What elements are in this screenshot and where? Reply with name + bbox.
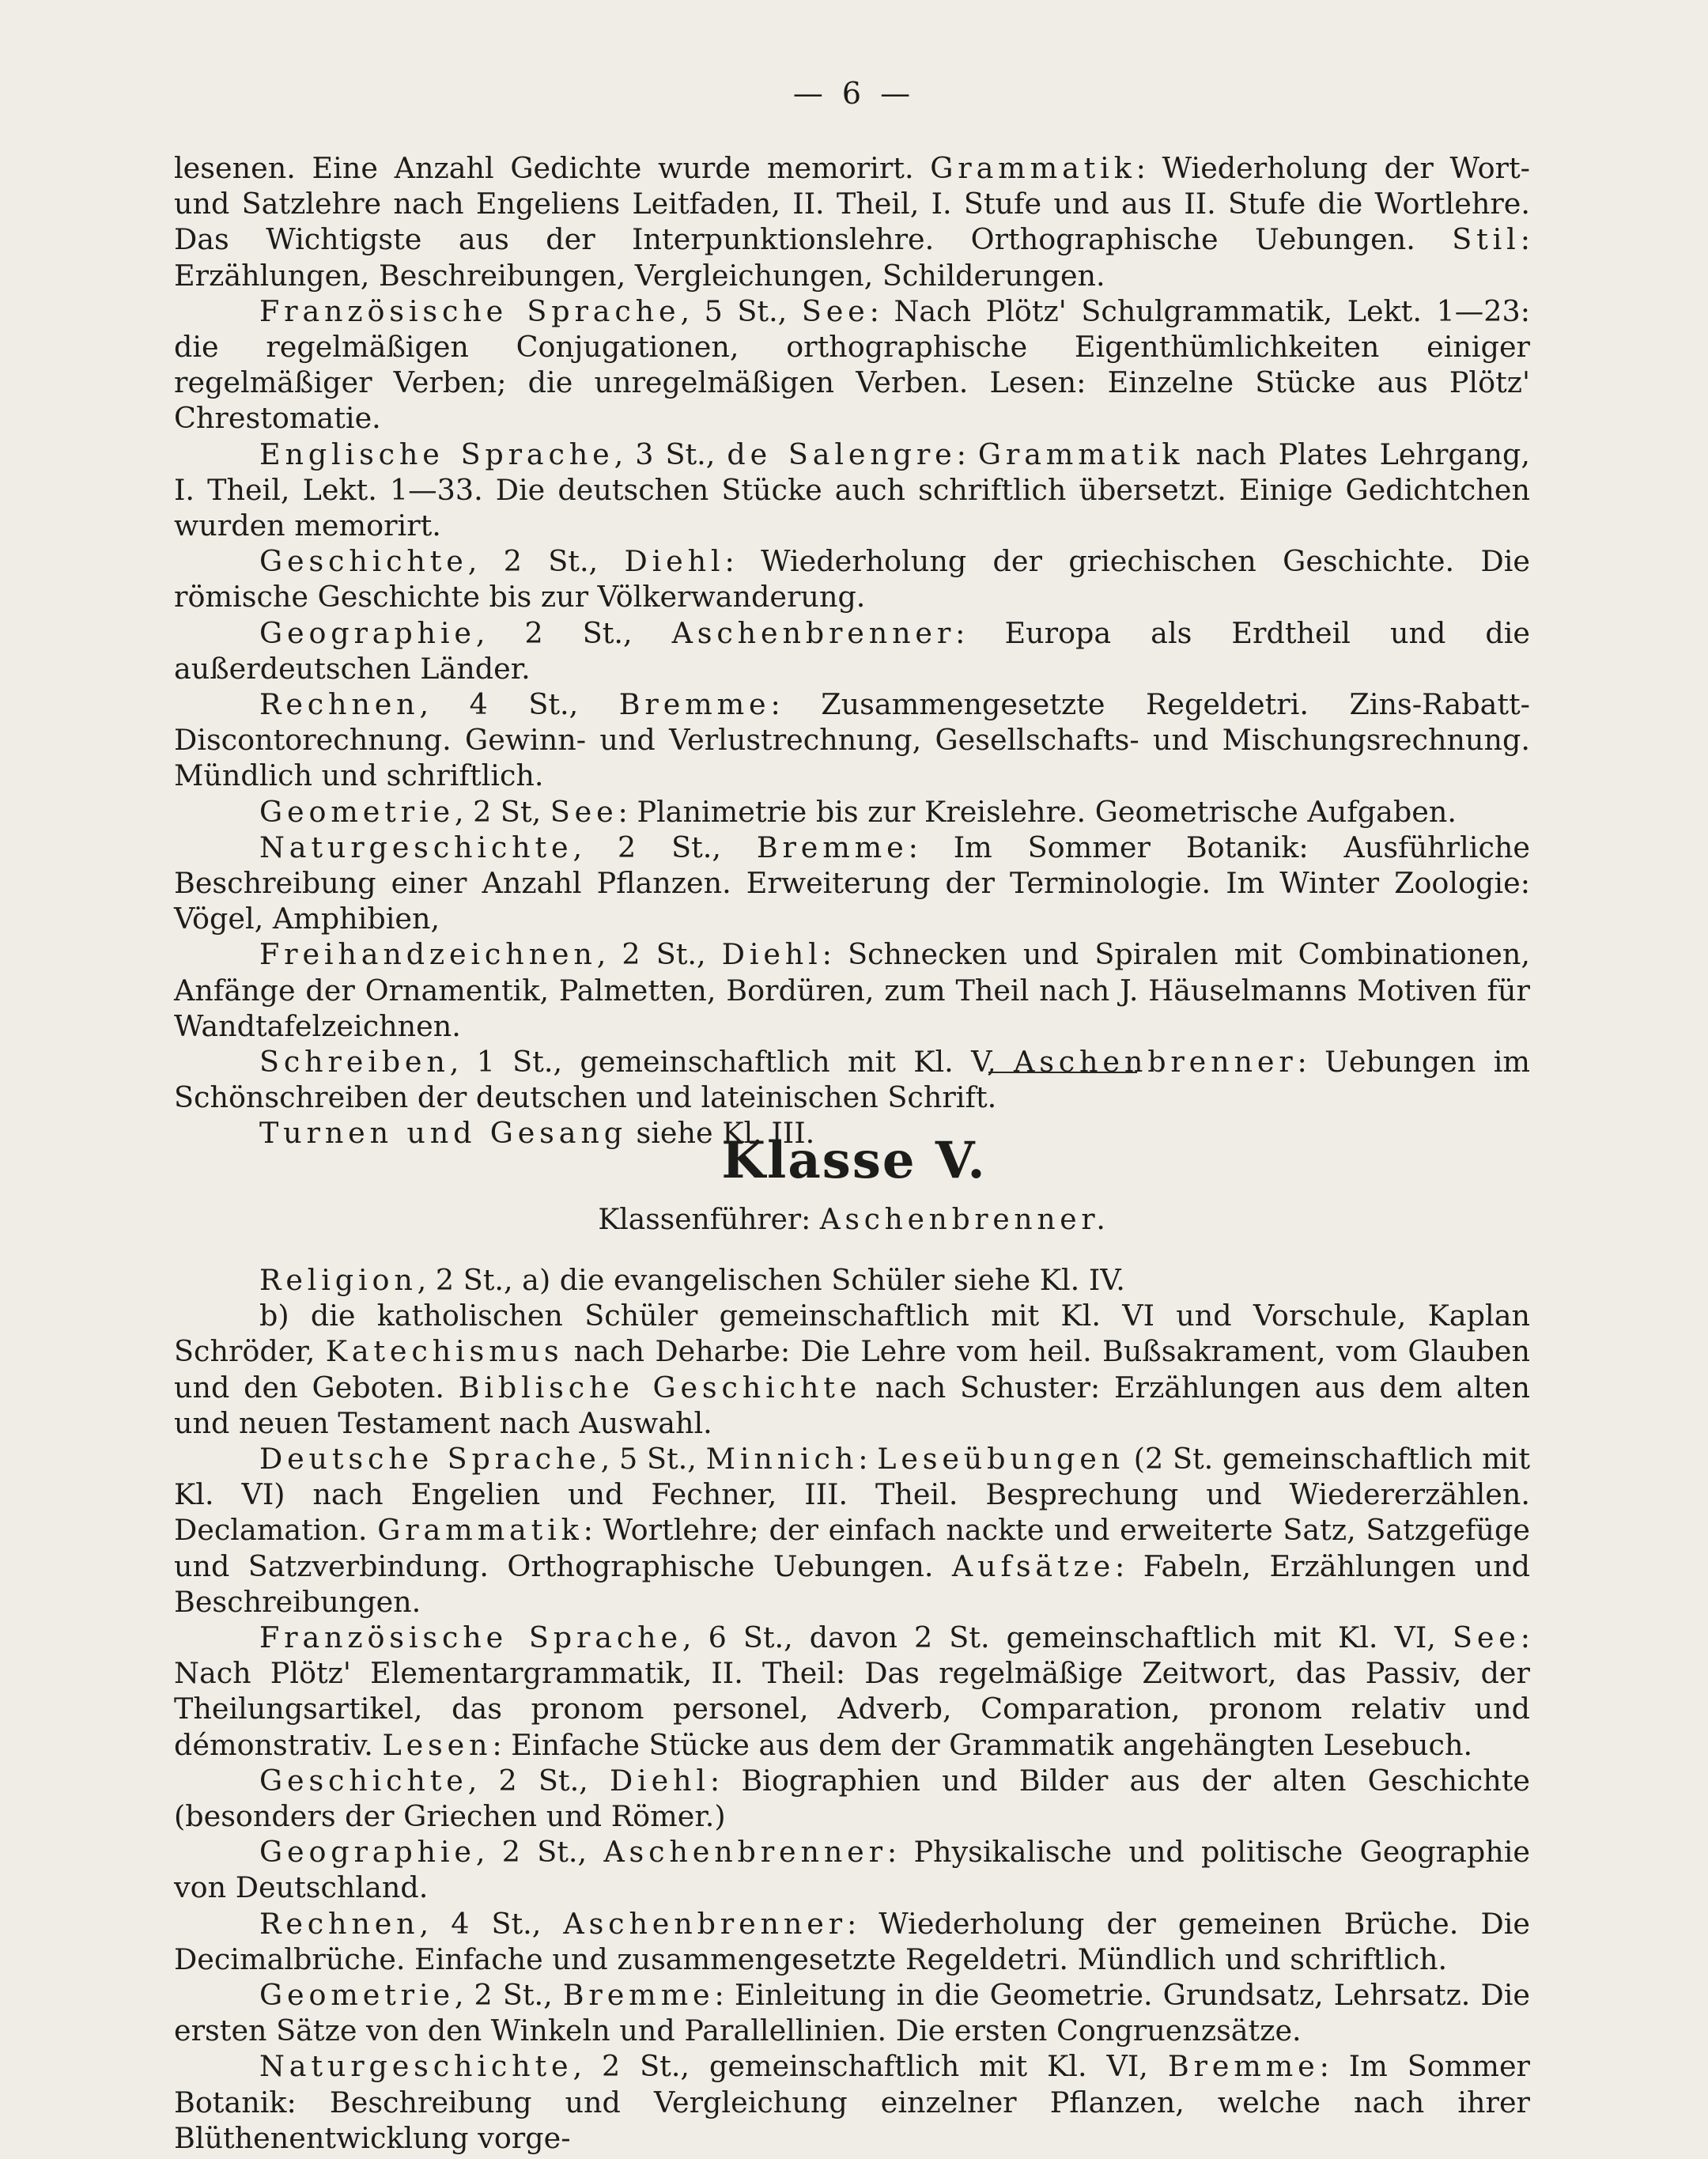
text: : Zusammengesetzte Regeldetri. Zins-Rabatt-Discontorechnung. Gewinn- und Verlustrechnung, Gesellschafts- und Mischungsrechnung. Mündlich und schriftlich.	[174, 687, 1530, 793]
text: : Europa als Erdtheil und die außerdeutschen Länder.	[174, 615, 1530, 686]
text: : Einfache Stücke aus dem der Grammatik angehängten Lesebuch.	[492, 1727, 1473, 1762]
paragraph-geometrie	[174, 1977, 1530, 2048]
text: : Im Sommer Botanik: Beschreibung und Vergleichung einzelner Pflanzen, welche nach ihrer Blüthenentwicklung vorge-	[174, 2049, 1530, 2155]
text: : Wiederholung der gemeinen Brüche. Die Decimalbrüche. Einfache und zusammengesetzte Regeldetri. Mündlich und schriftlich.	[174, 1906, 1530, 1976]
class-leader-label: Klassenführer:	[598, 1204, 820, 1236]
paragraph-geometrie	[174, 794, 1530, 830]
paragraph-franzoesisch	[174, 293, 1530, 437]
subject-name: Französische Sprache	[259, 293, 681, 328]
paragraph-deutsch-continued	[174, 150, 1530, 293]
subject-name: Geschichte	[259, 1763, 468, 1798]
teacher-name: Aschenbrenner	[603, 1835, 887, 1870]
paragraph-rechnen	[174, 1906, 1530, 1977]
teacher-name: Diehl	[624, 544, 725, 579]
text: , 4 St.,	[419, 1906, 564, 1941]
text: , 4 St.,	[419, 687, 619, 722]
paragraph-franzoesisch	[174, 1620, 1530, 1763]
class-leader-name: Aschenbrenner.	[819, 1204, 1110, 1236]
text: , 2 St.,	[596, 937, 722, 972]
subject-name: Geometrie	[259, 1978, 455, 2013]
teacher-name: de Salengre	[727, 437, 957, 471]
text: nach Schuster: Erzählungen aus dem alten und neuen Testament nach Auswahl.	[174, 1370, 1530, 1440]
subject-name: Rechnen	[259, 687, 420, 722]
subject-name: Deutsche Sprache	[259, 1442, 601, 1477]
paragraph-rechnen	[174, 686, 1530, 794]
paragraph-religion	[174, 1262, 1530, 1298]
text: nach Plates Lehrgang, I. Theil, Lekt. 1—33. Die deutschen Stücke auch schriftlich übersetzt. Einige Gedichtchen wurden memorirt.	[174, 437, 1530, 543]
text: , 5 St.,	[680, 293, 802, 328]
paragraph-schreiben	[174, 1044, 1530, 1115]
teacher-name: Aschenbrenner	[671, 615, 956, 650]
text: siehe Kl. III.	[626, 1116, 815, 1151]
text: b) die katholischen Schüler gemeinschaftlich mit Kl. VI und Vorschule, Kaplan Schröder,	[174, 1299, 1530, 1369]
text: : Wiederholung der Wort- und Satzlehre nach Engeliens Leitfaden, II. Theil, I. Stufe und aus II. Stufe die Wortlehre. Das Wichtigste aus der Interpunktionslehre. Orthographische Uebungen.	[174, 151, 1531, 257]
keyword-grammatik: Grammatik	[977, 437, 1185, 471]
text: , 3 St.,	[614, 437, 727, 471]
text: : Erzählungen, Beschreibungen, Vergleichungen, Schilderungen.	[174, 222, 1530, 293]
teacher-name: Bremme	[618, 687, 771, 722]
text: : Wortlehre; der einfach nackte und erweiterte Satz, Satzgefüge und Satzverbindung. Orthographische Uebungen.	[174, 1513, 1530, 1583]
paragraph-naturgeschichte	[174, 2048, 1530, 2156]
section-heading: Klasse V.	[721, 1131, 987, 1190]
text: : Nach Plötz' Schulgrammatik, Lekt. 1—23: die regelmäßigen Conjugationen, orthographische Eigenthümlichkeiten einiger regelmäßiger Verben; die unregelmäßigen Verben. Lesen: Einzelne Stücke aus Plötz' Chrestomatie.	[174, 293, 1530, 436]
text: , 2 St.,	[467, 544, 625, 579]
page-number: — 6 —	[792, 76, 916, 111]
subject-name: Naturgeschichte	[259, 830, 573, 864]
keyword-grammatik: Grammatik	[930, 151, 1136, 185]
keyword-stil: Stil	[1452, 222, 1521, 257]
teacher-name: See	[1452, 1620, 1521, 1655]
paragraph-geographie	[174, 615, 1530, 686]
paragraph-freihandzeichnen	[174, 936, 1530, 1044]
subject-name: Schreiben	[259, 1045, 450, 1080]
subject-name: Freihandzeichnen	[259, 937, 597, 972]
text: , 2 St., gemeinschaftlich mit Kl. VI,	[572, 2049, 1168, 2084]
text: , 2 St.,	[572, 830, 757, 864]
text: , 2 St., a) die evangelischen Schüler siehe Kl. IV.	[417, 1263, 1125, 1297]
keyword-aufsaetze: Aufsätze	[951, 1548, 1116, 1583]
text: : Uebungen im Schönschreiben der deutschen und lateinischen Schrift.	[174, 1045, 1530, 1115]
teacher-name: Aschenbrenner	[563, 1906, 847, 1941]
text: : Physikalische und politische Geographie von Deutschland.	[174, 1835, 1530, 1905]
text: , 5 St.,	[600, 1442, 706, 1477]
section-klasse-vi-continued	[174, 150, 1530, 1151]
keyword-katechismus: Katechismus	[325, 1334, 564, 1369]
subject-name: Turnen und Gesang	[259, 1116, 627, 1151]
teacher-name: Bremme	[756, 830, 909, 864]
paragraph-deutsch	[174, 1441, 1530, 1620]
class-leader-line	[0, 1204, 1708, 1236]
subject-name: Geometrie	[259, 794, 455, 829]
paragraph-naturgeschichte	[174, 830, 1530, 937]
subject-name: Religion	[259, 1263, 418, 1297]
subject-name: Rechnen	[259, 1906, 420, 1941]
teacher-name: Diehl	[609, 1763, 710, 1798]
text: , 2 St,	[454, 794, 550, 829]
text: :	[858, 1442, 878, 1477]
teacher-name: Aschenbrenner	[1014, 1045, 1298, 1080]
subject-name: Naturgeschichte	[259, 2049, 573, 2084]
text: , 2 St.,	[475, 615, 672, 650]
text: : Im Sommer Botanik: Ausführliche Beschreibung einer Anzahl Pflanzen. Erweiterung der Terminologie. Im Winter Zoologie: Vögel, Amphibien,	[174, 830, 1530, 936]
text: : Einleitung in die Geometrie. Grundsatz, Lehrsatz. Die ersten Sätze von den Winkeln und Parallellinien. Die ersten Congruenzsätze.	[174, 1978, 1530, 2048]
subject-name: Französische Sprache	[259, 1620, 682, 1655]
keyword-biblische-geschichte: Biblische Geschichte	[458, 1370, 862, 1405]
paragraph-englisch	[174, 437, 1530, 544]
keyword-lesen: Lesen	[382, 1727, 493, 1762]
text: , 2 St.,	[467, 1763, 610, 1798]
teacher-name: Diehl	[721, 937, 822, 972]
paragraph-geschichte	[174, 1763, 1530, 1834]
subject-name: Geschichte	[259, 544, 468, 579]
text: , 6 St., davon 2 St. gemeinschaftlich mit Kl. VI,	[682, 1620, 1453, 1655]
section-divider	[988, 1072, 1137, 1073]
keyword-grammatik: Grammatik	[377, 1513, 584, 1548]
teacher-name: Bremme	[562, 1978, 715, 2013]
paragraph-geographie	[174, 1834, 1530, 1905]
keyword-leseuebungen: Leseübungen	[877, 1442, 1125, 1477]
teacher-name: See	[801, 293, 870, 328]
teacher-name: Minnich	[705, 1442, 859, 1477]
text: : Biographien und Bilder aus der alten Geschichte (besonders der Griechen und Römer.)	[174, 1763, 1530, 1834]
text: : Fabeln, Erzählungen und Beschreibungen.	[174, 1548, 1530, 1619]
text: , 2 St.,	[454, 1978, 563, 2013]
text: (2 St. gemeinschaftlich mit Kl. VI) nach Engelien und Fechner, III. Theil. Besprechung und Wiedererzählen. Declamation.	[174, 1442, 1531, 1548]
subject-name: Geographie	[259, 615, 476, 650]
subject-name: Geographie	[259, 1835, 476, 1870]
text: : Nach Plötz' Elementargrammatik, II. Theil: Das regelmäßige Zeitwort, das Passiv, der Theilungsartikel, das pronom personel, Adverb, Comparation, pronom relativ und démonstrativ.	[174, 1620, 1531, 1762]
subject-name: Englische Sprache	[259, 437, 614, 471]
text: lesenen. Eine Anzahl Gedichte wurde memorirt.	[174, 151, 931, 185]
text: nach Deharbe: Die Lehre vom heil. Bußsakrament, vom Glauben und den Geboten.	[174, 1334, 1530, 1405]
text: : Wiederholung der griechischen Geschichte. Die römische Geschichte bis zur Völkerwanderung.	[174, 544, 1530, 614]
text: :	[956, 437, 978, 471]
paragraph-geschichte	[174, 543, 1530, 614]
paragraph-religion-katholisch	[174, 1298, 1530, 1441]
text: , 2 St.,	[475, 1835, 604, 1870]
teacher-name: See	[550, 794, 618, 829]
teacher-name: Bremme	[1167, 2049, 1320, 2084]
text: : Planimetrie bis zur Kreislehre. Geometrische Aufgaben.	[618, 794, 1457, 829]
text: , 1 St., gemeinschaftlich mit Kl. V,	[449, 1045, 1014, 1080]
text: : Schnecken und Spiralen mit Combinationen, Anfänge der Ornamentik, Palmetten, Bordüren, zum Theil nach J. Häuselmanns Motiven für Wandtafelzeichnen.	[174, 937, 1530, 1043]
section-klasse-v	[174, 1262, 1530, 2156]
